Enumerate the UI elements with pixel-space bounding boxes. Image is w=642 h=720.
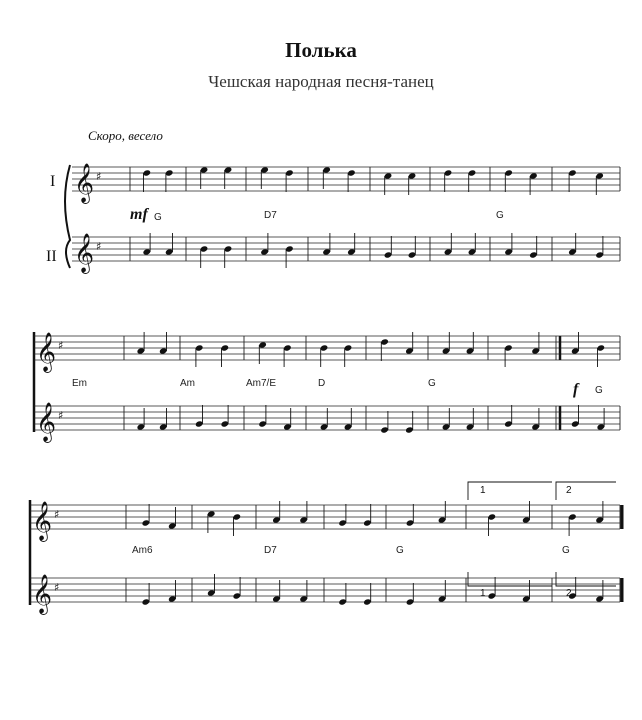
quarter-note-icon [322, 233, 331, 256]
quarter-note-icon [221, 405, 230, 428]
chord-symbol: G [562, 545, 570, 556]
quarter-note-icon [466, 332, 475, 355]
quarter-note-icon [165, 233, 174, 256]
chord-symbol: Am6 [132, 545, 153, 556]
quarter-note-icon [272, 501, 281, 524]
quarter-note-icon [258, 341, 267, 364]
quarter-note-icon [143, 233, 152, 256]
quarter-note-icon [363, 583, 372, 606]
chord-symbol: G [396, 545, 404, 556]
treble-clef-icon: 𝄞 [32, 574, 53, 614]
quarter-note-icon [338, 583, 347, 606]
quarter-note-icon [438, 501, 447, 524]
quarter-note-icon [442, 408, 451, 431]
quarter-note-icon [285, 245, 294, 268]
quarter-note-icon [529, 236, 538, 259]
key-signature-icon: ♯ [54, 581, 60, 594]
quarter-note-icon [363, 504, 372, 527]
quarter-note-icon [224, 245, 233, 268]
system-bracket [65, 165, 70, 268]
staff [30, 501, 620, 542]
key-signature-icon: ♯ [54, 508, 60, 521]
quarter-note-icon [159, 408, 168, 431]
quarter-note-icon [522, 580, 531, 603]
quarter-note-icon [384, 172, 393, 195]
quarter-note-icon [143, 169, 152, 192]
dynamic-mark: mf [130, 206, 148, 223]
quarter-note-icon [504, 405, 513, 428]
quarter-note-icon [322, 166, 331, 189]
chord-symbol: D [318, 378, 326, 389]
quarter-note-icon [207, 574, 216, 597]
quarter-note-icon [597, 408, 606, 431]
key-signature-icon: ♯ [58, 339, 64, 352]
key-signature-icon: ♯ [96, 170, 102, 183]
volta-bracket [556, 482, 616, 500]
quarter-note-icon [207, 510, 216, 533]
quarter-note-icon [504, 233, 513, 256]
quarter-note-icon [405, 332, 414, 355]
chord-symbol: G [428, 378, 436, 389]
key-signature-icon: ♯ [58, 409, 64, 422]
quarter-note-icon [233, 577, 242, 600]
quarter-note-icon [168, 507, 177, 530]
tempo-marking: Скоро, весело [88, 128, 163, 143]
quarter-note-icon [344, 408, 353, 431]
quarter-note-icon [531, 332, 540, 355]
quarter-note-icon [347, 233, 356, 256]
quarter-note-icon [405, 411, 414, 434]
volta-number: 1 [480, 485, 486, 496]
quarter-note-icon [168, 580, 177, 603]
quarter-note-icon [195, 344, 204, 367]
quarter-note-icon [165, 169, 174, 192]
quarter-note-icon [380, 338, 389, 361]
quarter-note-icon [258, 405, 267, 428]
quarter-note-icon [320, 344, 329, 367]
quarter-note-icon [285, 169, 294, 192]
quarter-note-icon [595, 236, 604, 259]
quarter-note-icon [408, 236, 417, 259]
quarter-note-icon [488, 577, 497, 600]
quarter-note-icon [299, 580, 308, 603]
quarter-note-icon [137, 408, 146, 431]
voice-label-1: I [50, 173, 56, 190]
chord-symbol: G [595, 385, 603, 396]
quarter-note-icon [142, 504, 151, 527]
quarter-note-icon [408, 172, 417, 195]
staff [34, 332, 620, 373]
quarter-note-icon [568, 513, 577, 536]
quarter-note-icon [504, 169, 513, 192]
chord-symbol: Em [72, 378, 87, 389]
staff [30, 574, 620, 615]
quarter-note-icon [260, 233, 269, 256]
quarter-note-icon [272, 580, 281, 603]
quarter-note-icon [347, 169, 356, 192]
treble-clef-icon: 𝄞 [36, 402, 57, 442]
quarter-note-icon [595, 580, 604, 603]
quarter-note-icon [444, 233, 453, 256]
quarter-note-icon [597, 344, 606, 367]
quarter-note-icon [595, 501, 604, 524]
piece-subtitle: Чешская народная песня-танец [208, 72, 434, 91]
quarter-note-icon [283, 344, 292, 367]
quarter-note-icon [260, 166, 269, 189]
volta-number: 1 [480, 588, 486, 599]
dynamic-mark: f [573, 381, 579, 398]
chord-symbol: G [496, 210, 504, 221]
quarter-note-icon [195, 405, 204, 428]
quarter-note-icon [571, 405, 580, 428]
quarter-note-icon [468, 169, 477, 192]
quarter-note-icon [468, 233, 477, 256]
staff [72, 163, 620, 204]
chord-symbol: Am [180, 378, 195, 389]
staff [72, 233, 620, 274]
quarter-note-icon [442, 332, 451, 355]
quarter-note-icon [406, 583, 415, 606]
treble-clef-icon: 𝄞 [74, 163, 95, 203]
quarter-note-icon [384, 236, 393, 259]
quarter-note-icon [406, 504, 415, 527]
key-signature-icon: ♯ [96, 240, 102, 253]
quarter-note-icon [529, 172, 538, 195]
volta-number: 2 [566, 485, 572, 496]
treble-clef-icon: 𝄞 [32, 501, 53, 541]
quarter-note-icon [488, 513, 497, 536]
chord-symbol: D7 [264, 210, 277, 221]
quarter-note-icon [595, 172, 604, 195]
quarter-note-icon [299, 501, 308, 524]
quarter-note-icon [200, 245, 209, 268]
chord-symbol: Am7/E [246, 378, 277, 389]
quarter-note-icon [504, 344, 513, 367]
quarter-note-icon [159, 332, 168, 355]
piece-title: Полька [285, 38, 357, 62]
chord-symbol: D7 [264, 545, 277, 556]
quarter-note-icon [444, 169, 453, 192]
quarter-note-icon [466, 408, 475, 431]
treble-clef-icon: 𝄞 [36, 332, 57, 372]
quarter-note-icon [380, 411, 389, 434]
volta-number: 2 [566, 588, 572, 599]
quarter-note-icon [137, 332, 146, 355]
quarter-note-icon [568, 169, 577, 192]
quarter-note-icon [221, 344, 230, 367]
quarter-note-icon [438, 580, 447, 603]
quarter-note-icon [283, 408, 292, 431]
quarter-note-icon [320, 408, 329, 431]
quarter-note-icon [522, 501, 531, 524]
quarter-note-icon [224, 166, 233, 189]
quarter-note-icon [568, 233, 577, 256]
voice-label-2: II [46, 248, 57, 265]
chord-symbol: G [154, 212, 162, 223]
quarter-note-icon [338, 504, 347, 527]
quarter-note-icon [531, 408, 540, 431]
quarter-note-icon [233, 513, 242, 536]
quarter-note-icon [142, 583, 151, 606]
quarter-note-icon [571, 332, 580, 355]
treble-clef-icon: 𝄞 [74, 233, 95, 273]
quarter-note-icon [344, 344, 353, 367]
quarter-note-icon [200, 166, 209, 189]
